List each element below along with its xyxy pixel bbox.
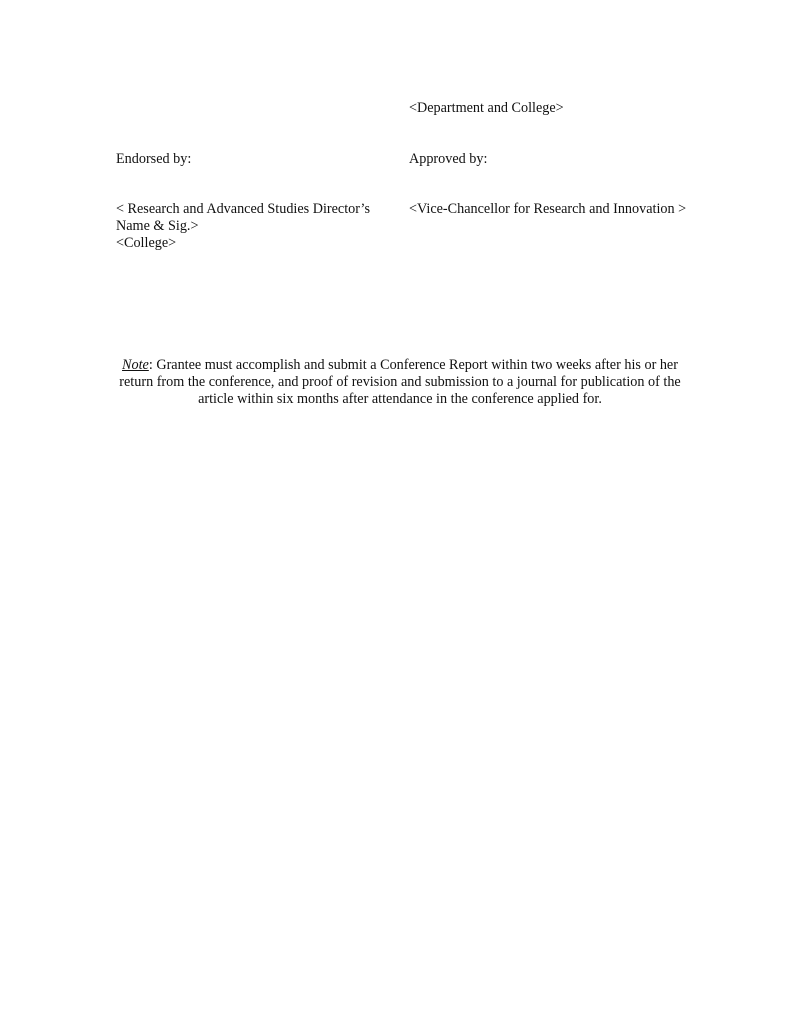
note-label: Note	[122, 357, 149, 373]
approver-name: <Vice-Chancellor for Research and Innovation >	[409, 201, 687, 217]
note-line-3: article within six months after attendance in the conference applied for.	[198, 391, 602, 407]
endorser-college: <College>	[116, 235, 177, 251]
department-college-placeholder: <Department and College>	[409, 100, 564, 116]
note-text-1: : Grantee must accomplish and submit a Conference Report within two weeks after his or her	[148, 357, 678, 373]
endorser-name-line1: < Research and Advanced Studies Director’s	[116, 201, 370, 217]
note-paragraph	[60, 357, 740, 408]
note-line-2: return from the conference, and proof of revision and submission to a journal for publication of the	[119, 374, 681, 390]
endorsed-by-label: Endorsed by:	[116, 151, 192, 167]
endorser-name-line2: Name & Sig.>	[116, 218, 199, 234]
approved-by-label: Approved by:	[409, 151, 488, 167]
note-line-1	[60, 357, 740, 374]
